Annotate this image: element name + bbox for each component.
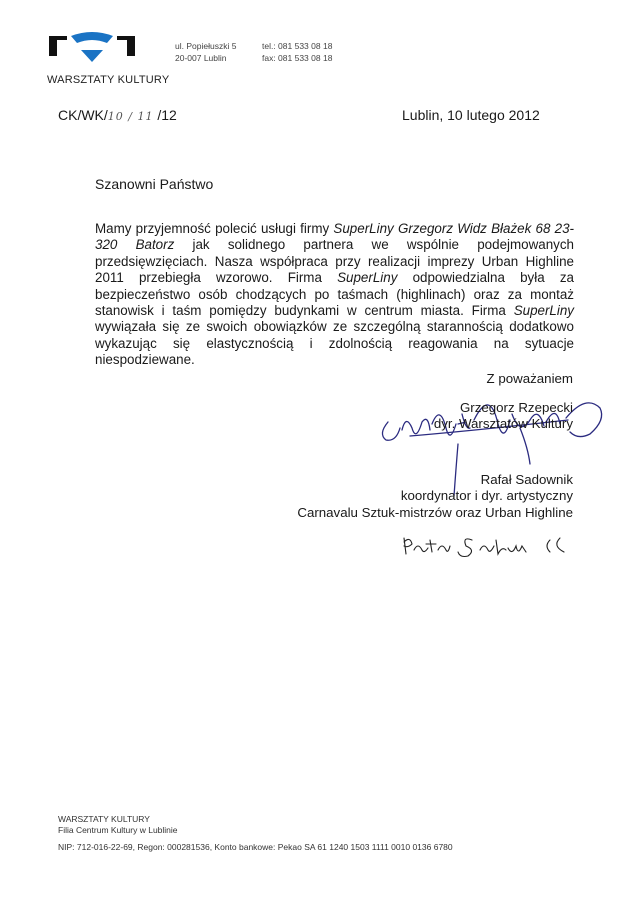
greeting: Szanowni Państwo (95, 176, 214, 192)
org-name: WARSZTATY KULTURY (47, 74, 170, 86)
reference-suffix: /12 (153, 107, 177, 123)
footer-branch: Filia Centrum Kultury w Lublinie (58, 825, 178, 835)
signatory2-name: Rafał Sadownik (480, 472, 573, 487)
contact-block (262, 40, 332, 64)
address-street: ul. Popiełuszki 5 (175, 41, 237, 51)
phone-number: tel.: 081 533 08 18 (262, 41, 333, 51)
body-company: SuperLiny Grzegorz Widz Błażek 68 23-320 Batorz (95, 221, 574, 253)
reference-number (58, 107, 177, 123)
body-text-a: Mamy przyjemność polecić usługi firmy (95, 221, 334, 236)
fax-number: fax: 081 533 08 18 (262, 53, 333, 63)
closing: Z poważaniem (486, 371, 573, 386)
letter-body (95, 221, 574, 369)
signatory1-name: Grzegorz Rzepecki (459, 400, 573, 415)
body-text-d: wywiązała się ze swoich obowiązków ze szczególną starannością dodatkowo wykazując się elastycznością i zdolnością reagowania na sytuacje niespodziewane. (95, 319, 574, 368)
reference-prefix: CK/WK/ (58, 107, 108, 123)
signatory2-role: koordynator i dyr. artystyczny (400, 488, 573, 503)
body-text-b: jak solidnego partnera we wspólnie podejmowanych przedsięwzięciach. Nasza współpraca przy realizacji imprezy Urban Highline 2011 przebiegła wzorowo. Firma (95, 237, 574, 286)
body-brand-1: SuperLiny (337, 270, 398, 286)
footer-registry: NIP: 712-016-22-69, Regon: 000281536, Konto bankowe: Pekao SA 61 1240 1503 1111 0010 0136 6780 (58, 842, 453, 852)
signatory2-org: Carnavalu Sztuk-mistrzów oraz Urban Highline (297, 505, 573, 520)
letter-date: Lublin, 10 lutego 2012 (402, 107, 540, 123)
signature-sadownik-icon (400, 530, 580, 564)
body-text-c: odpowiedzialna była za bezpieczeństwo osób chodzących po taśmach (highlinach) oraz za montaż stanowisk i taśm pomiędzy budynkami w centrum miasta. Firma (95, 270, 574, 319)
address-city: 20-007 Lublin (175, 53, 227, 63)
footer-org-name: WARSZTATY KULTURY (58, 814, 150, 824)
body-brand-2: SuperLiny (513, 303, 574, 319)
reference-handwritten: 10 / 11 (107, 110, 154, 123)
address-block (175, 40, 236, 64)
warsztaty-kultury-logo-icon (47, 30, 137, 68)
signatory1-role: dyr. Warsztatów Kultury (433, 416, 573, 431)
